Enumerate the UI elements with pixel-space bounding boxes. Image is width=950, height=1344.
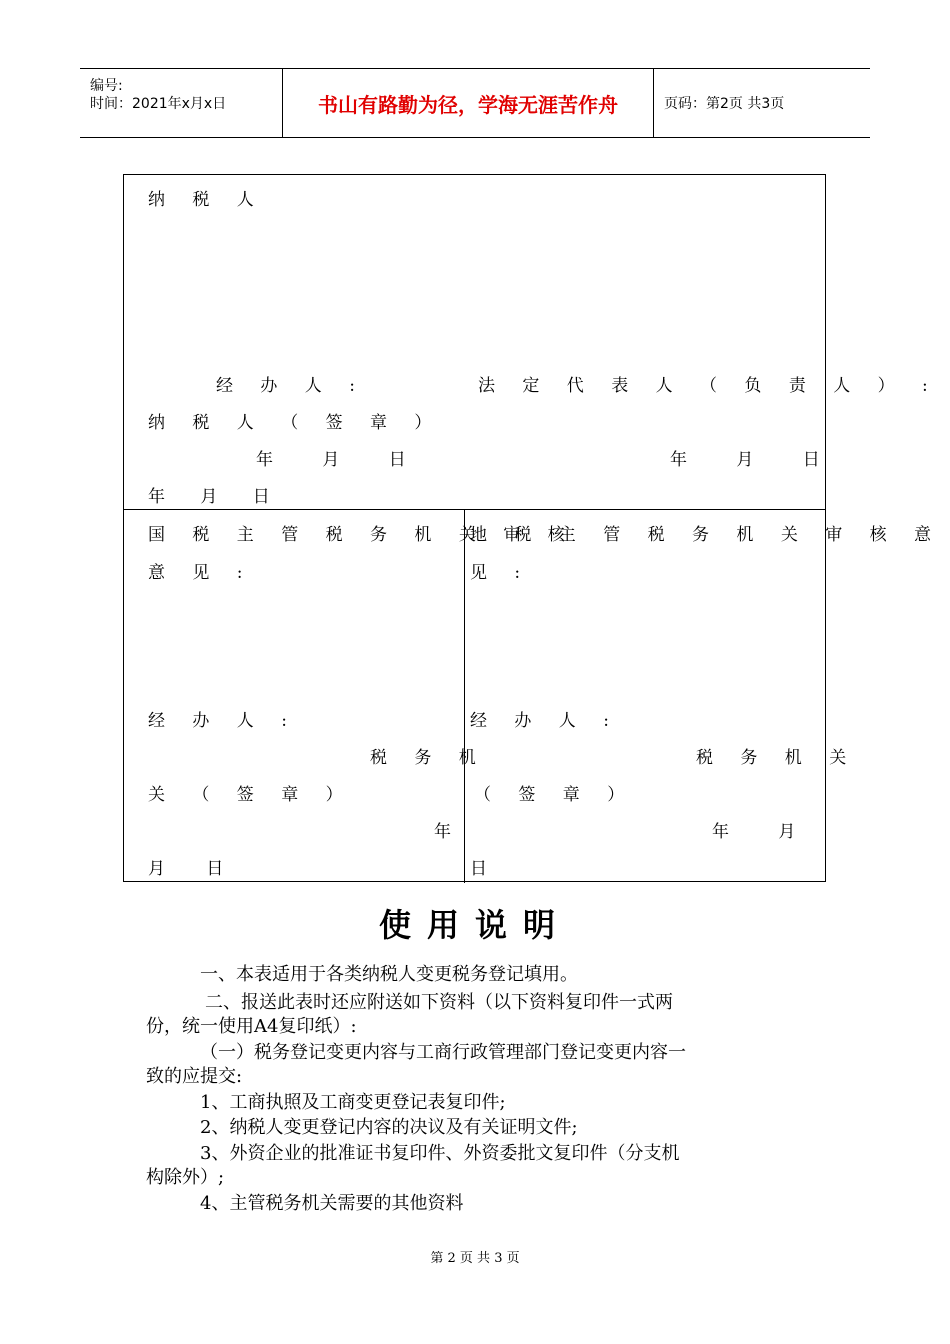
day-right: 日 bbox=[470, 859, 498, 879]
tax-org-left: 税 务 机 bbox=[370, 748, 487, 768]
form-divider bbox=[124, 509, 825, 510]
year-left: 年 bbox=[434, 822, 462, 842]
instruction-line: 1、工商执照及工商变更登记表复印件; bbox=[200, 1092, 506, 1113]
instruction-line: 4、主管税务机关需要的其他资料 bbox=[200, 1193, 464, 1214]
taxpayer-label: 纳 税 人 bbox=[148, 190, 265, 210]
local-opinion: 见 : bbox=[470, 563, 532, 583]
header-page-info: 页码：第2页 共3页 bbox=[664, 96, 785, 112]
local-review: 地 税 主 管 税 务 机 关 审 核 意 bbox=[470, 525, 943, 545]
date-line: 年 月 日 bbox=[148, 487, 285, 507]
tax-change-form bbox=[123, 174, 943, 882]
instructions-title: 使用说明 bbox=[378, 906, 571, 944]
seal-left: 关 （ 签 章 ） bbox=[148, 785, 354, 805]
instruction-line: 2、纳税人变更登记内容的决议及有关证明文件; bbox=[200, 1117, 578, 1138]
instruction-line: 构除外）; bbox=[146, 1167, 225, 1188]
handler-right: 经 办 人 : bbox=[470, 711, 620, 731]
date-left: 年 月 日 bbox=[256, 450, 428, 470]
seal-right: （ 签 章 ） bbox=[474, 785, 636, 805]
header-meta bbox=[80, 69, 283, 137]
instruction-line: 二、报送此表时还应附送如下资料（以下资料复印件一式两 bbox=[205, 992, 673, 1013]
handler-label: 经 办 人 : bbox=[216, 376, 366, 396]
instruction-line: 一、本表适用于各类纳税人变更税务登记填用。 bbox=[200, 964, 578, 985]
instruction-line: 致的应提交: bbox=[146, 1066, 243, 1087]
instruction-line: （一）税务登记变更内容与工商行政管理部门登记变更内容一 bbox=[200, 1042, 686, 1063]
time-label: 时间：2021年x月x日 bbox=[90, 96, 227, 112]
number-label: 编号: bbox=[90, 78, 123, 94]
taxpayer-seal: 纳 税 人 （ 签 章 ） bbox=[148, 413, 443, 433]
instruction-line: 3、外资企业的批准证书复印件、外资委批文复印件（分支机 bbox=[200, 1143, 680, 1164]
national-opinion: 意 见 : bbox=[148, 563, 254, 583]
date-right: 年 月 日 bbox=[670, 450, 842, 470]
tax-org-right: 税 务 机 关 bbox=[696, 748, 858, 768]
page-footer: 第 2 页 共 3 页 bbox=[430, 1251, 520, 1266]
month-day-left: 月 日 bbox=[148, 859, 242, 879]
header-motto: 书山有路勤为径，学海无涯苦作舟 bbox=[283, 69, 654, 137]
handler-left: 经 办 人 : bbox=[148, 711, 298, 731]
national-review: 国 税 主 管 税 务 机 关 审 核 bbox=[148, 525, 576, 545]
instruction-line: 份，统一使用A4复印纸）: bbox=[146, 1016, 357, 1037]
legal-rep-label: 法 定 代 表 人 （ 负 责 人 ） : bbox=[478, 376, 939, 396]
form-column-divider bbox=[464, 509, 465, 883]
year-month-right: 年 月 bbox=[712, 822, 818, 842]
page-header bbox=[80, 68, 870, 138]
